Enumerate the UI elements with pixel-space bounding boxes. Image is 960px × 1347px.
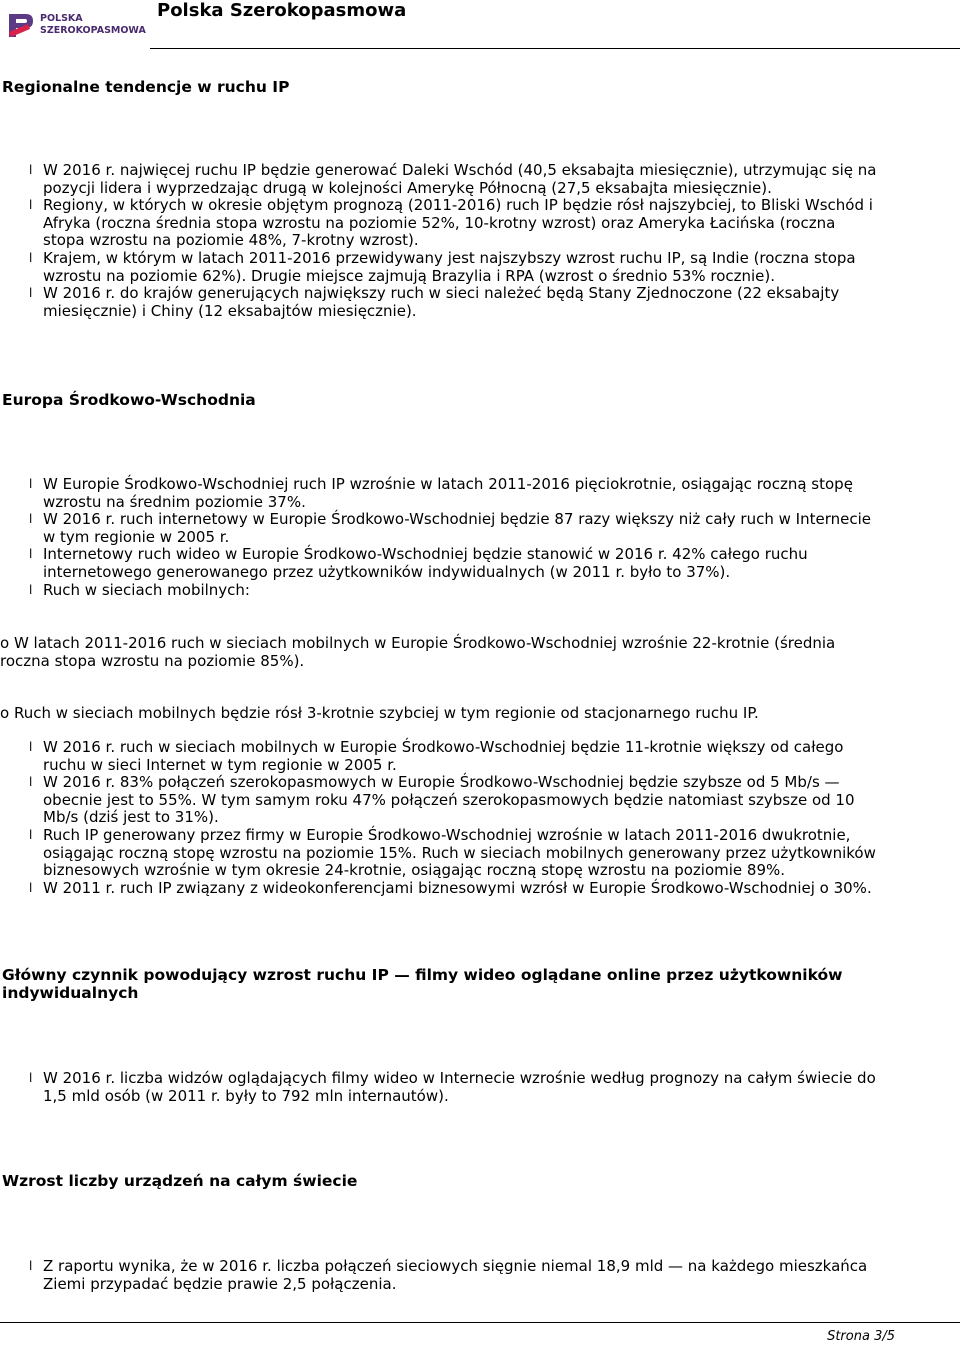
- list-item-text: W 2016 r. ruch internetowy w Europie Środkowo-Wschodniej będzie 87 razy większy niż cały ruch w Internecie w tym regionie w 2005 r.: [43, 510, 871, 546]
- bullet-icon: l: [29, 582, 33, 597]
- logo-line-2: SZEROKOPASMOWA: [40, 25, 146, 36]
- list-item-text: W 2016 r. ruch w sieciach mobilnych w Europie Środkowo-Wschodniej będzie 11-krotnie większy od całego ruchu w sieci Internet w tym regionie w 2005 r.: [43, 738, 844, 774]
- list-item-text: W 2016 r. 83% połączeń szerokopasmowych w Europie Środkowo-Wschodniej będzie szybsze od 5 Mb/s — obecnie jest to 55%. W tym samym roku 47% połączeń szerokopasmowych będzie natomiast szybsze od 10 Mb/s (dziś jest to 31%).: [43, 773, 855, 827]
- list-item: [0, 511, 960, 546]
- bullet-icon: l: [29, 163, 33, 177]
- header-divider: [150, 48, 960, 49]
- list-item: [0, 739, 960, 774]
- list-item-text: W 2016 r. najwięcej ruchu IP będzie generować Daleki Wschód (40,5 eksabajta miesięcznie), utrzymując się na pozycji lidera i wyprzedzając drugą w kolejności Amerykę Północną (27,5 eksabajta miesięcznie).: [43, 161, 877, 197]
- list-device-growth: [0, 1258, 960, 1293]
- list-item-text: W 2011 r. ruch IP związany z wideokonferencjami biznesowymi wzrósł w Europie Środkowo-Wschodniej o 30%.: [43, 878, 872, 897]
- list-item-text: W 2016 r. do krajów generujących największy ruch w sieci należeć będą Stany Zjednoczone (22 eksabajty miesięcznie) i Chiny (12 eksabajtów miesięcznie).: [43, 284, 840, 320]
- sub-item-mobile-speed: o Ruch w sieciach mobilnych będzie rósł 3-krotnie szybciej w tym regionie od stacjonarnego ruchu IP.: [0, 704, 759, 722]
- list-item: [0, 197, 960, 250]
- bullet-icon: l: [29, 740, 33, 754]
- footer-divider: [0, 1322, 960, 1323]
- list-regional-trends: [0, 162, 960, 320]
- bullet-icon: l: [29, 827, 33, 842]
- list-item-text: W 2016 r. liczba widzów oglądających filmy wideo w Internecie wzrośnie według prognozy na całym świecie do 1,5 mld osób (w 2011 r. były to 792 mln internautów).: [43, 1069, 876, 1105]
- logo[interactable]: [6, 6, 146, 46]
- bullet-icon: l: [29, 477, 33, 491]
- list-item-text: Internetowy ruch wideo w Europie Środkowo-Wschodniej będzie stanowić w 2016 r. 42% całego ruchu internetowego generowanego przez użytkowników indywidualnych (w 2011 r. było to 37%).: [43, 545, 808, 581]
- logo-text: [40, 13, 146, 37]
- list-item: [0, 476, 960, 511]
- list-item-text: Z raportu wynika, że w 2016 r. liczba połączeń sieciowych sięgnie niemal 18,9 mld — na każdego mieszkańca Ziemi przypadać będzie prawie 2,5 połączenia.: [43, 1257, 868, 1293]
- list-item-text: Krajem, w którym w latach 2011-2016 przewidywany jest najszybszy wzrost ruchu IP, są Indie (roczna stopa wzrostu na poziomie 62%). Drugie miejsce zajmują Brazylia i RPA (wzrost o średnio 53% rocznie).: [43, 248, 856, 285]
- heading-regional-trends: Regionalne tendencje w ruchu IP: [2, 78, 290, 96]
- heading-central-eastern-europe: Europa Środkowo-Wschodnia: [2, 391, 256, 409]
- list-item: [0, 1258, 960, 1293]
- bullet-icon: l: [29, 250, 33, 265]
- list-item: [0, 1070, 960, 1105]
- bullet-icon: l: [29, 880, 33, 895]
- bullet-icon: l: [29, 512, 33, 527]
- bullet-icon: l: [29, 775, 33, 790]
- list-item-text: Regiony, w których w okresie objętym prognozą (2011-2016) ruch IP będzie rósł najszybciej, to Bliski Wschód i Afryka (roczna średnia stopa wzrostu na poziomie 52%, 10-krotny wzrost) oraz Ameryka Łacińska (roczna stopa wzrostu na poziomie 48%, 7-krotny wzrost).: [43, 196, 873, 250]
- bullet-icon: l: [29, 547, 33, 562]
- bullet-icon: l: [29, 198, 33, 213]
- bullet-icon: l: [29, 286, 33, 301]
- list-item: [0, 582, 960, 600]
- list-item: [0, 774, 960, 827]
- list-item: [0, 546, 960, 581]
- list-item: [0, 880, 960, 898]
- list-item-text: W Europie Środkowo-Wschodniej ruch IP wzrośnie w latach 2011-2016 pięciokrotnie, osiągając roczną stopę wzrostu na średnim poziomie 37%.: [43, 475, 853, 511]
- list-cee-a: [0, 476, 960, 599]
- logo-mark-icon: [6, 10, 36, 40]
- heading-online-video: Główny czynnik powodujący wzrost ruchu IP — filmy wideo oglądane online przez użytkowników indywidualnych: [2, 966, 843, 1002]
- site-title: Polska Szerokopasmowa: [157, 0, 407, 21]
- bullet-icon: l: [29, 1071, 33, 1085]
- list-item: [0, 162, 960, 197]
- sub-item-mobile-growth: o W latach 2011-2016 ruch w sieciach mobilnych w Europie Środkowo-Wschodniej wzrośnie 22-krotnie (średnia roczna stopa wzrostu na poziomie 85%).: [0, 634, 836, 670]
- heading-device-growth: Wzrost liczby urządzeń na całym świecie: [2, 1172, 358, 1190]
- page-number: Strona 3/5: [827, 1329, 895, 1344]
- list-item: [0, 827, 960, 880]
- list-cee-b: [0, 739, 960, 897]
- list-item: [0, 285, 960, 320]
- bullet-icon: l: [29, 1259, 33, 1273]
- list-item-text: Ruch w sieciach mobilnych:: [43, 580, 250, 599]
- list-item: [0, 250, 960, 285]
- page-header: [0, 0, 960, 50]
- list-item-text: Ruch IP generowany przez firmy w Europie Środkowo-Wschodniej wzrośnie w latach 2011-2016 dwukrotnie, osiągając roczną stopę wzrostu na poziomie 15%. Ruch w sieciach mobilnych generowany przez użytkowników biznesowych wzrośnie w tym okresie 24-krotnie, osiągając roczną stopę wzrostu na poziomie 89%.: [43, 825, 876, 880]
- logo-line-1: POLSKA: [40, 13, 83, 24]
- list-online-video: [0, 1070, 960, 1105]
